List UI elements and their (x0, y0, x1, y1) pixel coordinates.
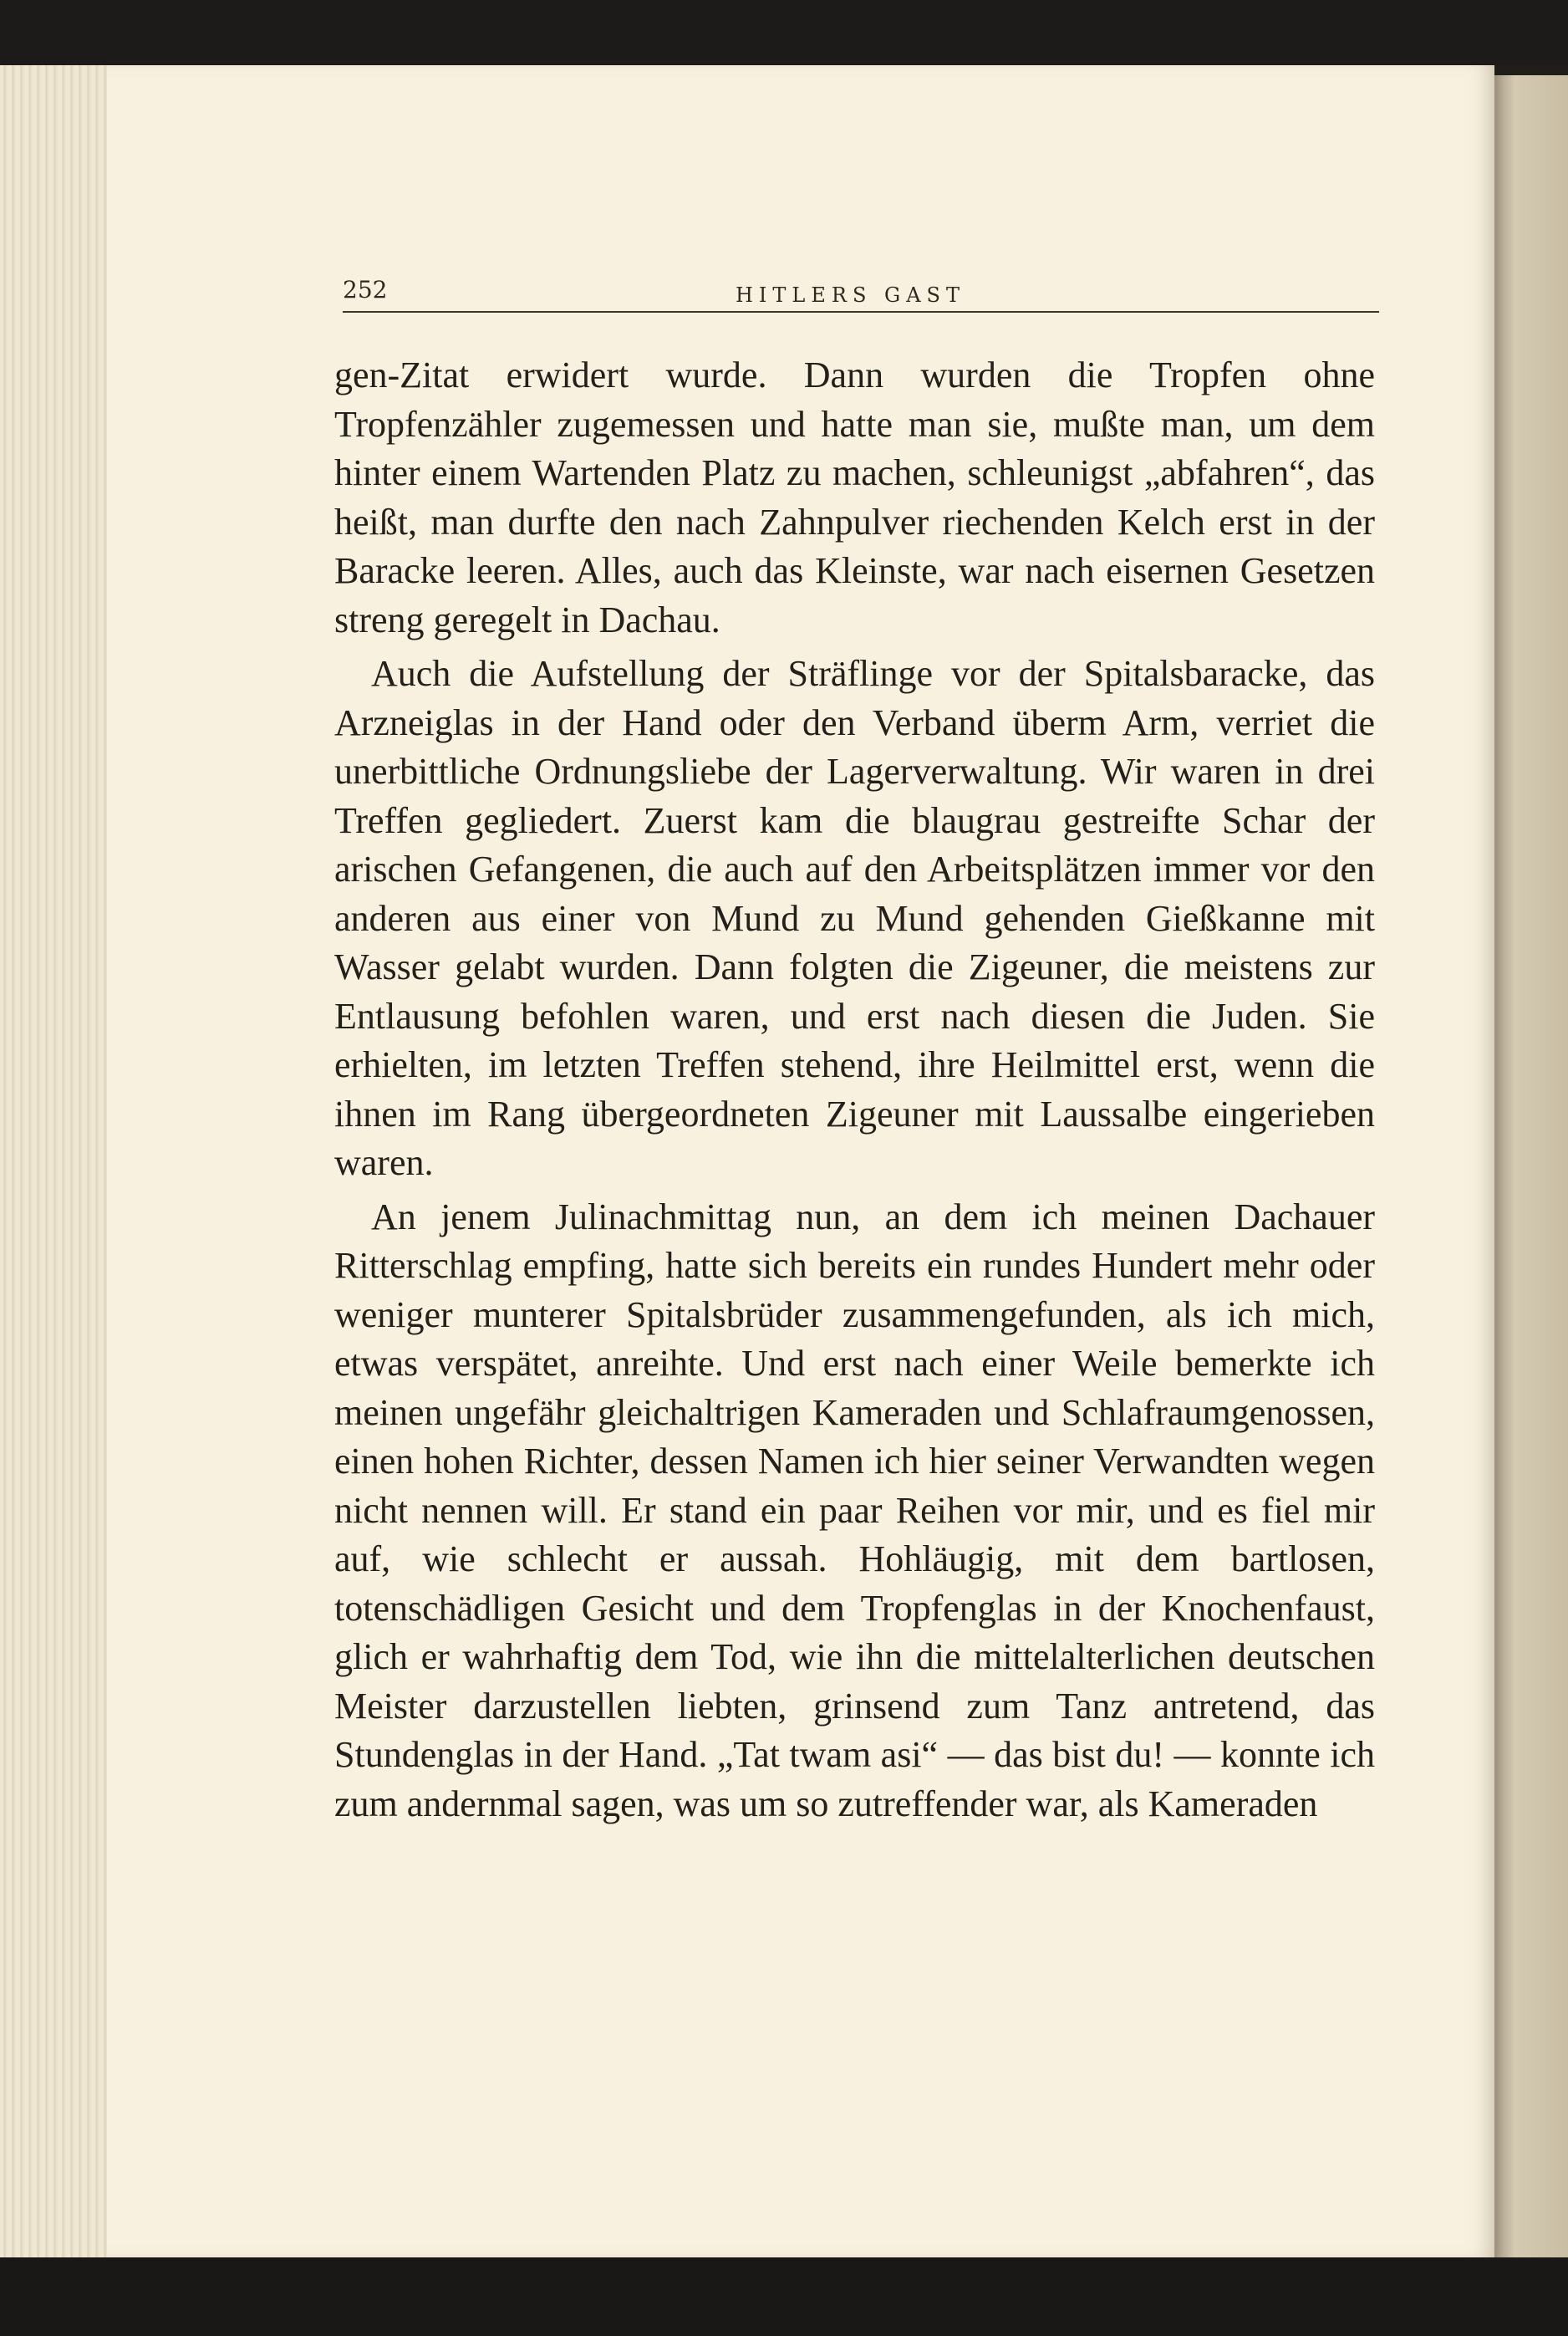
paragraph-1: gen-Zitat erwidert wurde. Dann wurden die Tropfen ohne Tropfenzähler zugemessen und hatte man sie, mußte man, um dem hinter einem Wartenden Platz zu machen, schleunigst „abfahren“, das heißt, man durfte den nach Zahnpulver riechenden Kelch erst in der Baracke leeren. Alles, auch das Kleinste, war nach eisernen Gesetzen streng geregelt in Dachau. (334, 354, 1375, 640)
scan-background-bottom (0, 2257, 1568, 2336)
page-header (343, 272, 1379, 314)
scan-background-top (0, 0, 1568, 65)
facing-page-gutter (1494, 75, 1568, 2257)
paragraph-2: Auch die Aufstellung der Sträflinge vor der Spitalsbaracke, das Arzneiglas in der Hand oder den Verband überm Arm, verriet die unerbittliche Ordnungsliebe der Lagerverwaltung. Wir waren in drei Treffen gegliedert. Zuerst kam die blaugrau gestreifte Schar der arischen Gefangenen, die auch auf den Arbeitsplätzen immer vor den anderen aus einer von Mund zu Mund gehenden Gießkanne mit Wasser gelabt wurden. Dann folgten die Zigeuner, die meistens zur Entlausung befohlen waren, und erst nach diesen die Juden. Sie erhielten, im letzten Treffen stehend, ihre Heilmittel erst, wenn die ihnen im Rang übergeordneten Zigeuner mit Laussalbe eingerieben waren. (334, 653, 1375, 1183)
page-stack-edges (0, 65, 109, 2260)
body-text (334, 351, 1375, 1829)
paragraph-3: An jenem Julinachmittag nun, an dem ich meinen Dachauer Ritterschlag empfing, hatte sich bereits ein rundes Hundert mehr oder weniger munterer Spitalsbrüder zusammengefunden, als ich mich, etwas verspätet, anreihte. Und erst nach einer Weile bemerkte ich meinen ungefähr gleichaltrigen Kameraden und Schlafraumgenossen, einen hohen Richter, dessen Namen ich hier seiner Verwandten wegen nicht nennen will. Er stand ein paar Reihen vor mir, und es fiel mir auf, wie schlecht er aussah. Hohläugig, mit dem bartlosen, totenschädligen Gesicht und dem Tropfenglas in der Knochenfaust, glich er wahrhaftig dem Tod, wie ihn die mittelalterlichen deutschen Meister darzustellen liebten, grinsend zum Tanz antretend, das Stundenglas in der Hand. „Tat twam asi“ — das bist du! — konnte ich zum andernmal sagen, was um so zutreffender war, als Kameraden (334, 1196, 1375, 1824)
page-number: 252 (343, 276, 388, 303)
header-rule (343, 311, 1379, 313)
running-title: HITLERS GAST (736, 283, 965, 307)
